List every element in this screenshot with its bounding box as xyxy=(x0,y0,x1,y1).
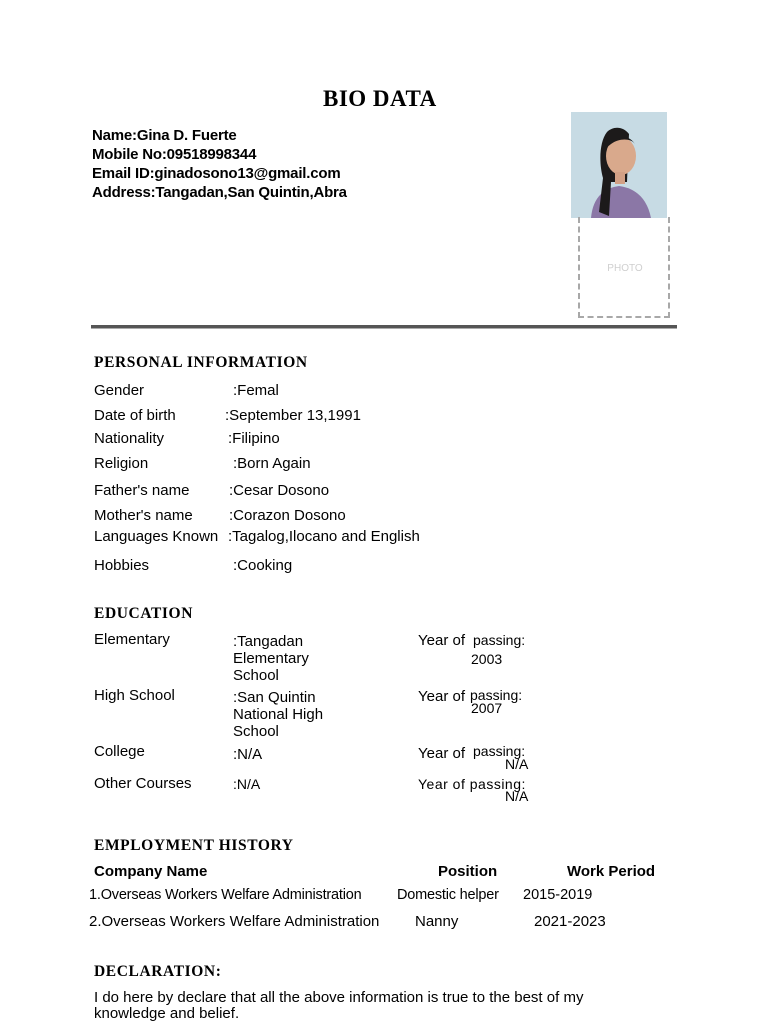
photo-placeholder-label: PHOTO xyxy=(607,263,643,274)
employment-header-position: Position xyxy=(438,863,498,880)
employment-heading: EMPLOYMENT HISTORY xyxy=(94,837,294,854)
personal-label-gender: Gender xyxy=(94,382,145,399)
education-passing-elementary: passing: xyxy=(473,632,526,648)
personal-value-father: :Cesar Dosono xyxy=(229,482,330,499)
education-year-college: N/A xyxy=(505,756,529,772)
personal-value-gender: :Femal xyxy=(233,382,279,399)
personal-value-mother: :Corazon Dosono xyxy=(229,507,346,524)
education-year-other: N/A xyxy=(505,788,529,804)
personal-label-mother: Mother's name xyxy=(94,507,193,524)
education-year-elementary: 2003 xyxy=(471,651,503,667)
employment-header-period: Work Period xyxy=(567,863,656,880)
employment-row-position: Domestic helper xyxy=(397,887,499,903)
contact-mobile: Mobile No:09518998344 xyxy=(92,146,257,163)
personal-value-nationality: :Filipino xyxy=(228,430,280,447)
education-label-other: Other Courses xyxy=(94,775,192,792)
personal-value-hobbies: :Cooking xyxy=(233,557,293,574)
education-school-elementary: :Tangadan Elementary School xyxy=(233,633,309,684)
employment-row-period: 2015-2019 xyxy=(523,887,593,903)
personal-label-father: Father's name xyxy=(94,482,190,499)
declaration-text: I do here by declare that all the above information is true to the best of my knowledge and belief. xyxy=(94,989,584,1022)
education-heading: EDUCATION xyxy=(94,605,193,622)
personal-value-religion: :Born Again xyxy=(233,455,311,472)
employment-row-position: Nanny xyxy=(415,913,459,930)
personal-label-languages: Languages Known xyxy=(94,528,219,545)
personal-info-heading: PERSONAL INFORMATION xyxy=(94,354,308,371)
education-passing-college: passing: xyxy=(473,743,526,759)
header-divider xyxy=(91,325,677,329)
employment-row-period: 2021-2023 xyxy=(534,913,606,930)
page-title: BIO DATA xyxy=(323,86,437,111)
education-passing-highschool: passing: xyxy=(470,687,523,703)
education-school-other: :N/A xyxy=(233,776,261,792)
contact-name: Name:Gina D. Fuerte xyxy=(92,127,237,144)
education-school-college: :N/A xyxy=(233,746,263,763)
declaration-heading: DECLARATION: xyxy=(94,963,222,980)
education-year-highschool: 2007 xyxy=(471,700,503,716)
education-yearof-highschool: Year of xyxy=(418,688,465,705)
education-label-elementary: Elementary xyxy=(94,631,170,648)
personal-value-dob: :September 13,1991 xyxy=(225,407,361,424)
contact-address: Address:Tangadan,San Quintin,Abra xyxy=(92,184,347,201)
education-yearof-elementary: Year of xyxy=(418,632,465,649)
education-yearofpassing-other: Year of passing: xyxy=(418,776,526,792)
personal-label-hobbies: Hobbies xyxy=(94,557,150,574)
employment-row-company: 2.Overseas Workers Welfare Administration xyxy=(89,913,380,930)
employment-row-company: 1.Overseas Workers Welfare Administration xyxy=(89,887,362,903)
personal-label-dob: Date of birth xyxy=(94,407,176,424)
contact-email: Email ID:ginadosono13@gmail.com xyxy=(92,165,341,182)
personal-label-religion: Religion xyxy=(94,455,149,472)
education-label-college: College xyxy=(94,743,145,760)
profile-photo xyxy=(571,112,667,218)
employment-header-company: Company Name xyxy=(94,863,208,880)
education-yearof-college: Year of xyxy=(418,745,465,762)
personal-value-languages: :Tagalog,Ilocano and English xyxy=(228,528,420,545)
personal-label-nationality: Nationality xyxy=(94,430,165,447)
education-label-highschool: High School xyxy=(94,687,175,704)
education-school-highschool: :San Quintin National High School xyxy=(233,689,324,740)
